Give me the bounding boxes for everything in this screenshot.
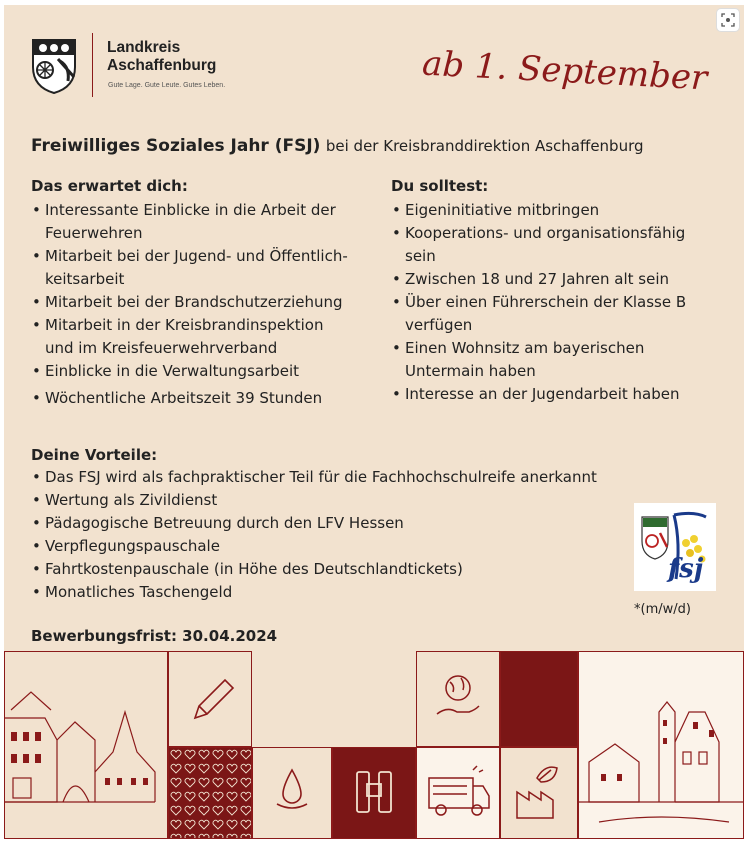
should-item: • Zwischen 18 und 27 Jahren alt sein [391,268,736,291]
pencil-tile [168,651,252,747]
benefits-title: Deine Vorteile: [31,446,158,464]
headline-subtitle: bei der Kreisbranddirektion Aschaffenburg [325,137,644,155]
should-item: • Über einen Führerschein der Klasse B [391,291,736,314]
county-name-line1: Landkreis [107,39,181,56]
expect-item: • Mitarbeit in der Kreisbrandinspektion [31,314,381,337]
deadline: Bewerbungsfrist: 30.04.2024 [31,627,278,645]
should-title: Du solltest: [391,177,489,195]
pencil-icon [169,652,251,746]
fsj-badge [634,503,716,591]
expect-item: keitsarbeit [45,270,125,288]
fire-truck-tile [416,747,500,839]
globe-hand-tile [416,651,500,747]
county-tagline: Gute Lage. Gute Leute. Gutes Leben. [108,82,226,89]
county-crest-icon [30,37,78,95]
expect-item: • Interessante Einblicke in die Arbeit der [31,199,381,222]
headline-title: Freiwilliges Soziales Jahr (FSJ) [31,136,321,156]
expect-item: • Wöchentliche Arbeitszeit 39 Stunden [31,387,381,410]
expect-title: Das erwartet dich: [31,177,188,195]
benefit-item: • Pädagogische Betreuung durch den LFV Hessen [31,512,671,535]
globe-hand-icon [417,652,499,746]
expect-section [31,177,381,410]
castle-illustration [578,651,744,839]
start-date: ab 1. September [421,43,709,99]
benefits-section [31,446,671,604]
logo-divider [92,33,93,97]
poster [4,5,744,839]
should-item: verfügen [405,316,473,334]
factory-leaf-tile [500,747,578,839]
binoculars-icon [333,748,415,838]
headline [31,136,644,156]
solid-accent-tile [500,651,578,747]
town-illustration [4,651,168,839]
benefit-item: • Das FSJ wird als fachpraktischer Teil für die Fachhochschulreife anerkannt [31,466,671,489]
should-item: sein [405,247,436,265]
factory-leaf-icon [501,748,577,838]
should-item: • Interesse an der Jugendarbeit haben [391,383,736,406]
binoculars-tile [332,747,416,839]
should-item: • Kooperations- und organisationsfähig [391,222,736,245]
benefit-item: • Monatliches Taschengeld [31,581,671,604]
gender-note: *(m/w/d) [634,602,691,617]
image-search-button[interactable] [716,8,740,32]
water-drop-icon [253,748,331,838]
should-section [391,177,736,406]
benefit-item: • Verpflegungspauschale [31,535,671,558]
water-drop-tile [252,747,332,839]
expect-item: und im Kreisfeuerwehrverband [45,339,278,357]
should-item: • Eigeninitiative mitbringen [391,199,736,222]
expect-item: • Einblicke in die Verwaltungsarbeit [31,360,381,383]
benefit-item: • Fahrtkostenpauschale (in Höhe des Deutschlandtickets) [31,558,671,581]
scan-icon [721,13,735,27]
fsj-badge-text: fsj [668,554,704,584]
county-name-line2: Aschaffenburg [107,57,217,74]
benefit-item: • Wertung als Zivildienst [31,489,671,512]
hearts-icon [169,748,252,839]
fire-truck-icon [417,748,499,838]
should-item: • Einen Wohnsitz am bayerischen [391,337,736,360]
expect-item: • Mitarbeit bei der Brandschutzerziehung [31,291,381,314]
should-item: Untermain haben [405,362,536,380]
hearts-pattern-tile [168,747,252,839]
illustration-band [4,651,744,839]
expect-item: Feuerwehren [45,224,143,242]
expect-item: • Mitarbeit bei der Jugend- und Öffentlich- [31,245,381,268]
